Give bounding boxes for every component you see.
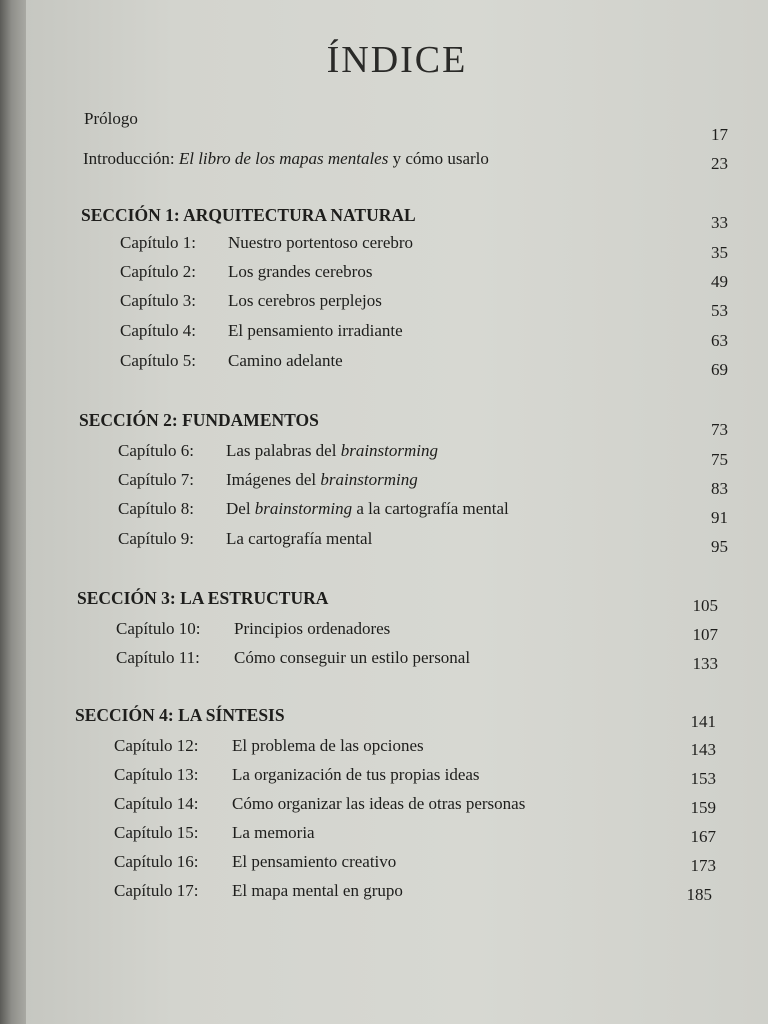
chapter-11-title: Cómo conseguir un estilo personal	[234, 648, 471, 667]
chapter-14-entry	[114, 791, 525, 817]
chapter-5-title: Camino adelante	[228, 351, 343, 370]
chapter-9-title: La cartografía mental	[226, 529, 373, 548]
section-1-title: SECCIÓN 1: ARQUITECTURA NATURAL	[81, 205, 416, 225]
chapter-8-label: Capítulo 8:	[118, 499, 195, 518]
chapter-6-title-italic: brainstorming	[340, 441, 438, 460]
chapter-3-entry	[120, 288, 382, 314]
chapter-10-entry	[116, 616, 390, 642]
chapter-10-page: 107	[692, 625, 718, 644]
chapter-2-page: 49	[711, 272, 728, 291]
chapter-3-page: 53	[711, 301, 728, 320]
book-spine-edge	[0, 0, 26, 1024]
chapter-15-page: 167	[690, 827, 716, 846]
chapter-10-label: Capítulo 10:	[116, 619, 201, 638]
chapter-6-entry	[118, 438, 438, 464]
chapter-12-title: El problema de las opciones	[232, 736, 424, 755]
chapter-10-title: Principios ordenadores	[234, 619, 391, 638]
chapter-5-page: 69	[711, 360, 728, 379]
chapter-14-label: Capítulo 14:	[114, 794, 199, 813]
chapter-8-title-post: a la cartografía mental	[352, 499, 509, 518]
chapter-9-entry	[118, 526, 372, 552]
chapter-17-label: Capítulo 17:	[114, 881, 199, 900]
chapter-4-label: Capítulo 4:	[120, 321, 197, 340]
chapter-4-title: El pensamiento irradiante	[228, 321, 403, 340]
toc-entry-introduccion-page: 23	[711, 154, 728, 173]
chapter-11-label: Capítulo 11:	[116, 648, 200, 667]
chapter-5-label: Capítulo 5:	[120, 351, 197, 370]
chapter-17-page: 185	[686, 885, 712, 904]
chapter-8-title: Del	[226, 499, 255, 518]
toc-entry-prologo-title: Prólogo	[84, 109, 138, 128]
section-4-page: 141	[690, 712, 716, 731]
toc-page	[26, 0, 768, 1024]
chapter-13-title: La organización de tus propias ideas	[232, 765, 480, 784]
chapter-5-entry	[120, 348, 343, 374]
intro-title-pre: Introducción:	[83, 149, 179, 168]
chapter-13-page: 153	[690, 769, 716, 788]
chapter-7-entry	[118, 467, 418, 493]
chapter-1-page: 35	[711, 243, 728, 262]
chapter-11-page: 133	[692, 654, 718, 673]
intro-title-post: y cómo usarlo	[388, 149, 489, 168]
chapter-11-entry	[116, 645, 470, 671]
chapter-7-title: Imágenes del	[226, 470, 321, 489]
chapter-8-title-italic: brainstorming	[254, 499, 353, 518]
chapter-17-entry	[114, 878, 403, 904]
chapter-13-entry	[114, 762, 480, 788]
chapter-2-label: Capítulo 2:	[120, 262, 197, 281]
chapter-6-label: Capítulo 6:	[118, 441, 195, 460]
chapter-1-entry	[120, 230, 413, 256]
chapter-6-page: 75	[711, 450, 728, 469]
chapter-7-page: 83	[711, 479, 728, 498]
section-1-page: 33	[711, 213, 728, 232]
chapter-14-page: 159	[690, 798, 716, 817]
chapter-2-entry	[120, 259, 372, 285]
chapter-12-entry	[114, 733, 424, 759]
toc-entry-prologo-page: 17	[711, 125, 728, 144]
intro-title-italic: El libro de los mapas mentales	[178, 149, 389, 168]
chapter-14-title: Cómo organizar las ideas de otras personas	[232, 794, 526, 813]
chapter-15-label: Capítulo 15:	[114, 823, 199, 842]
chapter-12-page: 143	[690, 740, 716, 759]
chapter-4-entry	[120, 318, 403, 344]
chapter-8-page: 91	[711, 508, 728, 527]
chapter-15-title: La memoria	[232, 823, 315, 842]
chapter-4-page: 63	[711, 331, 728, 350]
chapter-16-label: Capítulo 16:	[114, 852, 199, 871]
section-3-title: SECCIÓN 3: LA ESTRUCTURA	[77, 588, 329, 608]
chapter-8-entry	[118, 496, 509, 522]
chapter-16-entry	[114, 849, 396, 875]
chapter-7-title-italic: brainstorming	[320, 470, 418, 489]
page-title: ÍNDICE	[326, 39, 468, 81]
chapter-12-label: Capítulo 12:	[114, 736, 199, 755]
chapter-16-page: 173	[690, 856, 716, 875]
chapter-7-label: Capítulo 7:	[118, 470, 195, 489]
chapter-1-label: Capítulo 1:	[120, 233, 197, 252]
chapter-9-page: 95	[711, 537, 728, 556]
chapter-3-title: Los cerebros perplejos	[228, 291, 382, 310]
chapter-16-title: El pensamiento creativo	[232, 852, 397, 871]
section-4-title: SECCIÓN 4: LA SÍNTESIS	[75, 705, 285, 725]
toc-entry-introduccion-title	[83, 146, 489, 172]
chapter-1-title: Nuestro portentoso cerebro	[228, 233, 414, 252]
chapter-3-label: Capítulo 3:	[120, 291, 197, 310]
chapter-9-label: Capítulo 9:	[118, 529, 195, 548]
chapter-6-title: Las palabras del	[226, 441, 341, 460]
section-3-page: 105	[692, 596, 718, 615]
chapter-13-label: Capítulo 13:	[114, 765, 199, 784]
chapter-15-entry	[114, 820, 315, 846]
chapter-2-title: Los grandes cerebros	[228, 262, 373, 281]
chapter-17-title: El mapa mental en grupo	[232, 881, 403, 900]
section-2-page: 73	[711, 420, 728, 439]
section-2-title: SECCIÓN 2: FUNDAMENTOS	[79, 410, 319, 430]
